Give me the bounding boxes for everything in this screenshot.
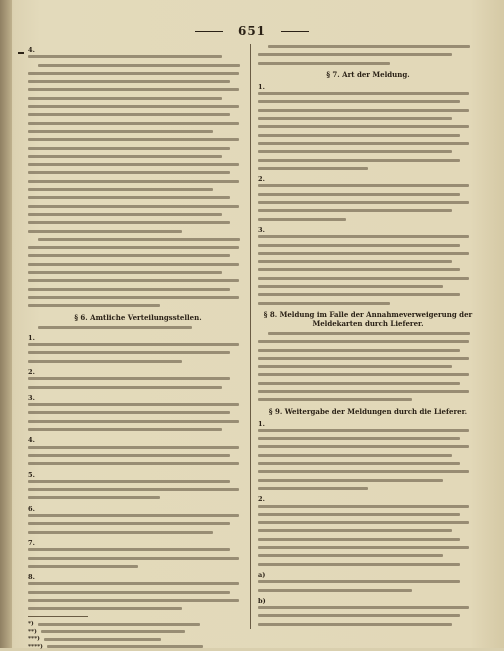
section-heading-9: § 9. Weitergabe der Meldungen durch die Lieferer. (268, 406, 468, 416)
section-6-intro (28, 326, 248, 329)
right-column (258, 44, 478, 629)
left-list-item-5: 5. (28, 471, 248, 500)
column-rule (250, 44, 251, 629)
item-number: 4. (28, 46, 35, 54)
right-s9-item-2: 2. (258, 495, 478, 565)
section-heading-8: § 8. Meldung im Falle der Annahmeverweigerung der Meldekarten durch Lieferer. (263, 309, 473, 328)
footnote-1: *) (28, 621, 248, 628)
left-list-item-2: 2. (28, 368, 248, 389)
left-list-item-4: 4. (28, 436, 248, 465)
paragraph-iii (28, 238, 248, 307)
paragraph-text-lines (28, 55, 248, 232)
footnote-2: **) (28, 629, 248, 636)
right-subitem-a: a) (258, 571, 478, 592)
right-s7-item-2: 2. (258, 175, 478, 220)
section-heading-7: § 7. Art der Meldung. (326, 69, 410, 79)
section-8-paragraph (258, 332, 478, 401)
page-header (0, 24, 504, 38)
footnote-3: ***) (28, 636, 248, 643)
footnote-4: ****) (28, 644, 248, 651)
right-s7-item-3: 3. (258, 226, 478, 305)
header-dash-right (281, 31, 309, 32)
page-number: 651 (237, 24, 267, 38)
right-s7-item-1: 1. (258, 83, 478, 170)
right-subitem-b: b) (258, 597, 478, 626)
left-item-intro (28, 46, 248, 233)
left-list-item-8: 8. (28, 573, 248, 610)
footnote-divider (28, 616, 88, 617)
item-8-continuation (258, 45, 478, 65)
right-s9-item-1: 1. (258, 420, 478, 490)
section-heading-6: § 6. Amtliche Verteilungsstellen. (74, 312, 202, 322)
page-binding-edge (0, 0, 12, 648)
left-list-item-7: 7. (28, 539, 248, 568)
left-column (28, 44, 248, 650)
margin-dash-mark (18, 52, 24, 54)
left-list-item-3: 3. (28, 394, 248, 431)
left-list-item-6: 6. (28, 505, 248, 534)
header-dash-left (195, 31, 223, 32)
left-list-item-1: 1. (28, 334, 248, 363)
